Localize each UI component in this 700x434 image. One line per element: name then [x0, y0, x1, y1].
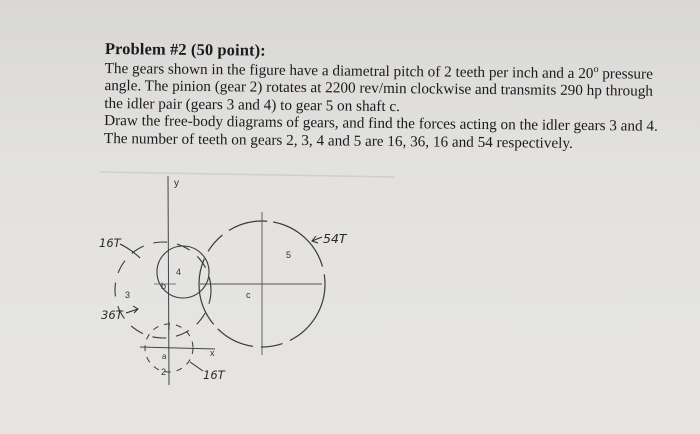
- gear-5-label: 5: [286, 250, 292, 260]
- shaft-c-label: c: [246, 290, 251, 300]
- note-16t-top: 16T: [99, 236, 121, 250]
- y-axis: [168, 176, 169, 385]
- problem-line-2: angle. The pinion (gear 2) rotates at 2200 rev/min clockwise and transmits 290 hp through: [104, 77, 654, 100]
- note-16t-bottom: 16T: [203, 368, 225, 382]
- problem-line-1-end: pressure: [598, 64, 653, 83]
- arrow-16t-bottom: [190, 362, 203, 371]
- shaft-a-label: a: [162, 352, 167, 361]
- y-axis-label: y: [174, 178, 179, 189]
- note-36t: 36T: [101, 308, 123, 322]
- problem-line-4: Draw the free-body diagrams of gears, and find the forces acting on the idler gears 3 and 4.: [104, 112, 658, 136]
- problem-line-3: the idler pair (gears 3 and 4) to gear 5 on shaft c.: [104, 94, 401, 115]
- underline-mark: [100, 172, 395, 177]
- arrow-54t: [312, 236, 322, 243]
- problem-line-5: The number of teeth on gears 2, 3, 4 and 5 are 16, 36, 16 and 54 respectively.: [103, 129, 573, 152]
- shaft-b-label: b: [161, 281, 167, 291]
- problem-line-1-text: The gears shown in the figure have a diametral pitch of 2 teeth per inch and a 20: [104, 59, 594, 82]
- gear-3-label: 3: [125, 290, 131, 300]
- problem-title: Problem #2 (50 point):: [104, 39, 266, 60]
- degree-symbol: o: [593, 63, 599, 75]
- gear-4-label: 4: [176, 267, 182, 277]
- arrow-16t-top: [120, 244, 140, 258]
- gear-2-label: 2: [161, 367, 167, 377]
- arrow-36t: [126, 306, 138, 313]
- note-54t: 54T: [323, 231, 347, 246]
- x-axis-label: x: [210, 348, 215, 358]
- x-axis: [140, 347, 215, 349]
